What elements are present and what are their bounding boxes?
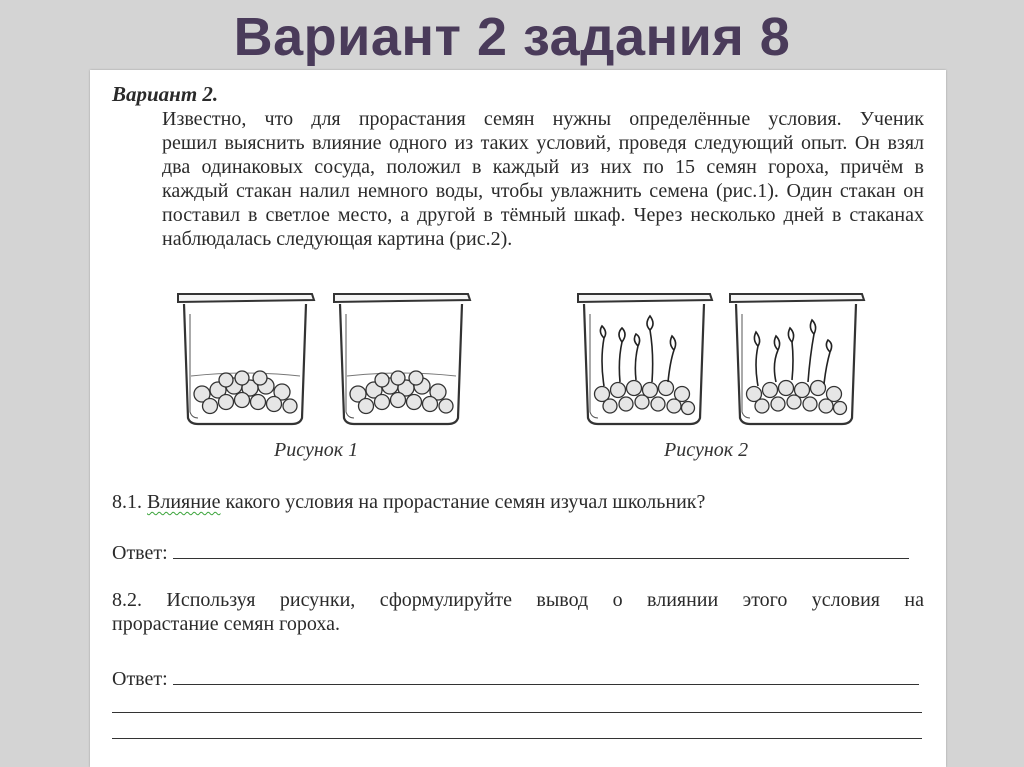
variant-heading: Вариант 2. — [112, 82, 219, 106]
task-paragraph — [112, 107, 924, 251]
answer-line[interactable] — [112, 712, 922, 713]
figure-2-caption: Рисунок 2 — [664, 439, 749, 461]
question-8-2 — [112, 588, 924, 636]
question-line: прорастание семян гороха. — [112, 613, 340, 635]
question-8-1 — [112, 490, 705, 514]
glass-icon — [334, 294, 470, 424]
question-text: какого условия на прорастание семян изучал школьник? — [220, 491, 706, 513]
paragraph-line: два одинаковых сосуда, положил в каждый из них по 15 семян гороха, причём в — [162, 156, 924, 178]
figure-1-illustration — [168, 290, 478, 440]
answer-label: Ответ: — [112, 668, 168, 690]
paragraph-line: решил выяснить влияние одного из таких условий, проведя следующий опыт. Он взял — [162, 132, 924, 154]
paragraph-line: наблюдалась следующая картина (рис.2). — [162, 228, 513, 250]
spellcheck-underlined-word: Влияние — [147, 491, 221, 513]
paragraph-line: поставил в светлое место, а другой в тёмный шкаф. Через несколько дней в стаканах — [162, 204, 924, 226]
figure-2-illustration — [570, 290, 880, 440]
answer-line[interactable] — [173, 540, 909, 559]
paragraph-line: Известно, что для прорастания семян нужны определённые условия. Ученик — [162, 108, 924, 130]
answer-line[interactable] — [112, 738, 922, 739]
answer-8-2 — [112, 666, 919, 691]
figure-1-caption: Рисунок 1 — [274, 439, 359, 461]
question-line: 8.2. Используя рисунки, сформулируйте вывод о влиянии этого условия на — [112, 589, 924, 611]
answer-line[interactable] — [173, 666, 919, 685]
question-number: 8.1. — [112, 491, 147, 513]
glass-with-sprouts-icon — [578, 294, 712, 424]
paragraph-line: каждый стакан налил немного воды, чтобы увлажнить семена (рис.1). Один стакан он — [162, 180, 924, 202]
answer-label: Ответ: — [112, 542, 168, 564]
glass-with-sprouts-icon — [730, 294, 864, 424]
answer-8-1 — [112, 540, 909, 565]
slide-title: Вариант 2 задания 8 — [233, 7, 791, 67]
task-sheet — [90, 70, 946, 767]
glass-icon — [178, 294, 314, 424]
